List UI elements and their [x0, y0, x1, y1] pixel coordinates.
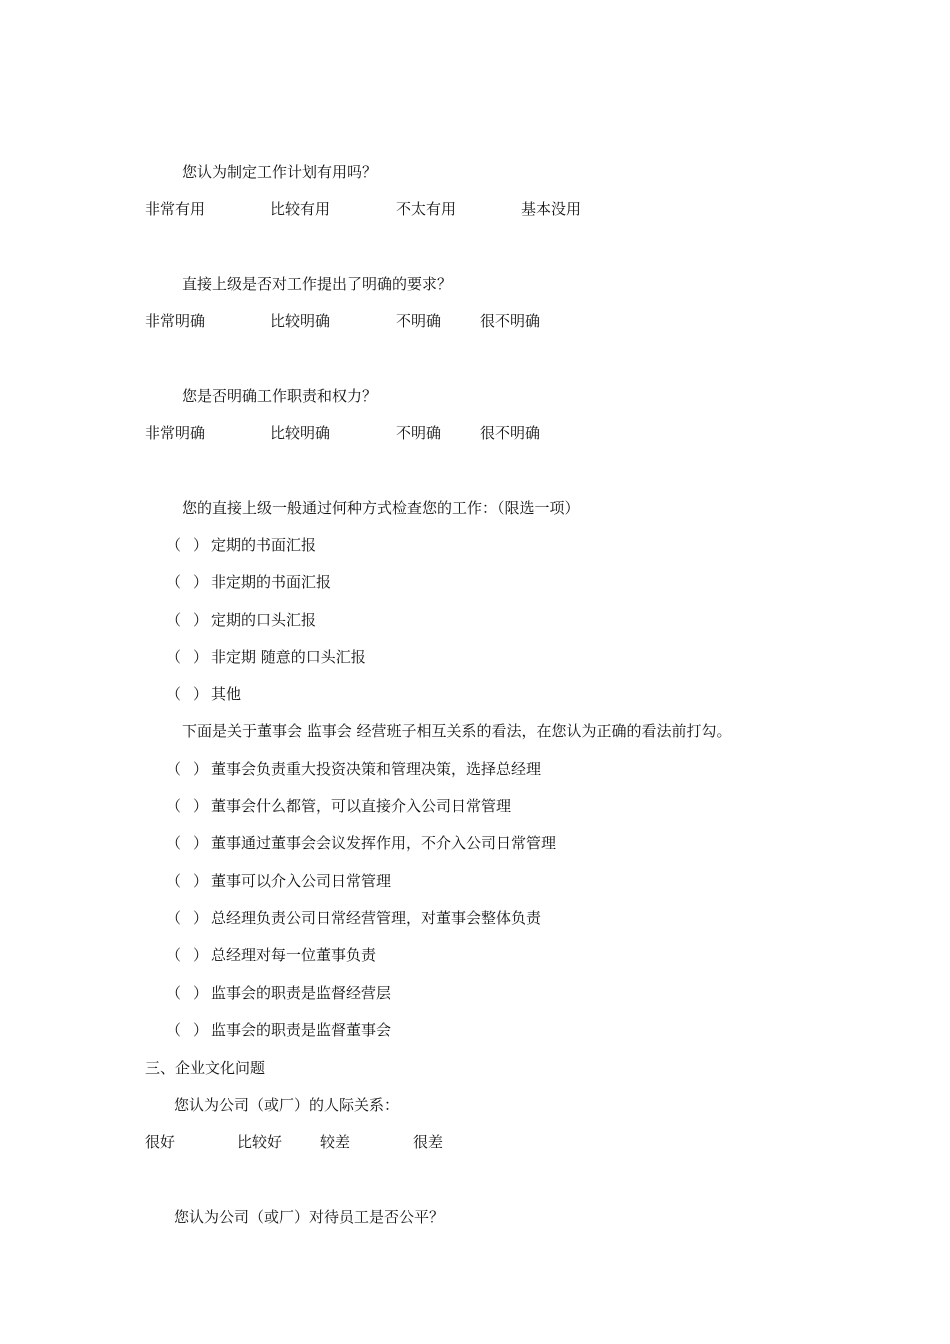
- choice-label: 定期的口头汇报: [211, 611, 317, 629]
- question-supervisor-requirements: 直接上级是否对工作提出了明确的要求？: [182, 275, 453, 293]
- option-4: 很不明确: [480, 424, 541, 442]
- checkbox-paren-open[interactable]: （: [166, 909, 182, 927]
- checkbox-paren-close[interactable]: ）: [193, 946, 209, 964]
- option-1: 非常明确: [145, 312, 206, 330]
- checkbox-paren-open[interactable]: （: [166, 834, 182, 852]
- checkbox-paren-open[interactable]: （: [166, 760, 182, 778]
- question-inspection-method: 您的直接上级一般通过何种方式检查您的工作：（限选一项）: [182, 499, 580, 517]
- checkbox-paren-close[interactable]: ）: [193, 648, 209, 666]
- checkbox-paren-close[interactable]: ）: [193, 909, 209, 927]
- checkbox-paren-close[interactable]: ）: [193, 872, 209, 890]
- option-4: 很不明确: [480, 312, 541, 330]
- checkbox-paren-close[interactable]: ）: [193, 1021, 209, 1039]
- question-fairness: 您认为公司（或厂）对待员工是否公平？: [174, 1208, 445, 1226]
- checkbox-paren-close[interactable]: ）: [193, 685, 209, 703]
- checkbox-paren-open[interactable]: （: [166, 797, 182, 815]
- checkbox-paren-open[interactable]: （: [166, 573, 182, 591]
- choice-label: 非定期 随意的口头汇报: [211, 648, 366, 666]
- section-heading: 三、企业文化问题: [145, 1059, 266, 1077]
- checkbox-paren-open[interactable]: （: [166, 536, 182, 554]
- option-4: 很差: [413, 1133, 444, 1151]
- choice-label: 其他: [211, 685, 242, 703]
- choice-label: 非定期的书面汇报: [211, 573, 332, 591]
- checkbox-paren-open[interactable]: （: [166, 611, 182, 629]
- option-1: 很好: [145, 1133, 176, 1151]
- option-1: 非常有用: [145, 200, 206, 218]
- option-3: 不明确: [396, 312, 442, 330]
- checkbox-paren-close[interactable]: ）: [193, 611, 209, 629]
- question-duties-authority: 您是否明确工作职责和权力？: [182, 387, 378, 405]
- checkbox-paren-close[interactable]: ）: [193, 834, 209, 852]
- checkbox-paren-open[interactable]: （: [166, 946, 182, 964]
- option-4: 基本没用: [521, 200, 582, 218]
- checkbox-paren-close[interactable]: ）: [193, 760, 209, 778]
- checkbox-paren-open[interactable]: （: [166, 872, 182, 890]
- choice-label: 董事可以介入公司日常管理: [211, 872, 392, 890]
- choice-label: 总经理对每一位董事负责: [211, 946, 377, 964]
- question-board-relations: 下面是关于董事会 监事会 经营班子相互关系的看法，在您认为正确的看法前打勾。: [182, 722, 732, 740]
- checkbox-paren-open[interactable]: （: [166, 685, 182, 703]
- checkbox-paren-open[interactable]: （: [166, 1021, 182, 1039]
- option-2: 比较有用: [270, 200, 331, 218]
- choice-label: 监事会的职责是监督经营层: [211, 984, 392, 1002]
- option-1: 非常明确: [145, 424, 206, 442]
- option-3: 不太有用: [396, 200, 457, 218]
- question-interpersonal: 您认为公司（或厂）的人际关系：: [174, 1096, 400, 1114]
- option-2: 比较明确: [270, 424, 331, 442]
- checkbox-paren-close[interactable]: ）: [193, 984, 209, 1002]
- choice-label: 定期的书面汇报: [211, 536, 317, 554]
- choice-label: 董事通过董事会会议发挥作用，不介入公司日常管理: [211, 834, 557, 852]
- question-work-plan: 您认为制定工作计划有用吗？: [182, 163, 378, 181]
- choice-label: 总经理负责公司日常经营管理，对董事会整体负责: [211, 909, 542, 927]
- option-3: 较差: [320, 1133, 351, 1151]
- checkbox-paren-close[interactable]: ）: [193, 536, 209, 554]
- checkbox-paren-close[interactable]: ）: [193, 573, 209, 591]
- choice-label: 监事会的职责是监督董事会: [211, 1021, 392, 1039]
- checkbox-paren-open[interactable]: （: [166, 648, 182, 666]
- checkbox-paren-open[interactable]: （: [166, 984, 182, 1002]
- option-3: 不明确: [396, 424, 442, 442]
- choice-label: 董事会负责重大投资决策和管理决策，选择总经理: [211, 760, 542, 778]
- choice-label: 董事会什么都管，可以直接介入公司日常管理: [211, 797, 512, 815]
- option-2: 比较明确: [270, 312, 331, 330]
- checkbox-paren-close[interactable]: ）: [193, 797, 209, 815]
- option-2: 比较好: [237, 1133, 283, 1151]
